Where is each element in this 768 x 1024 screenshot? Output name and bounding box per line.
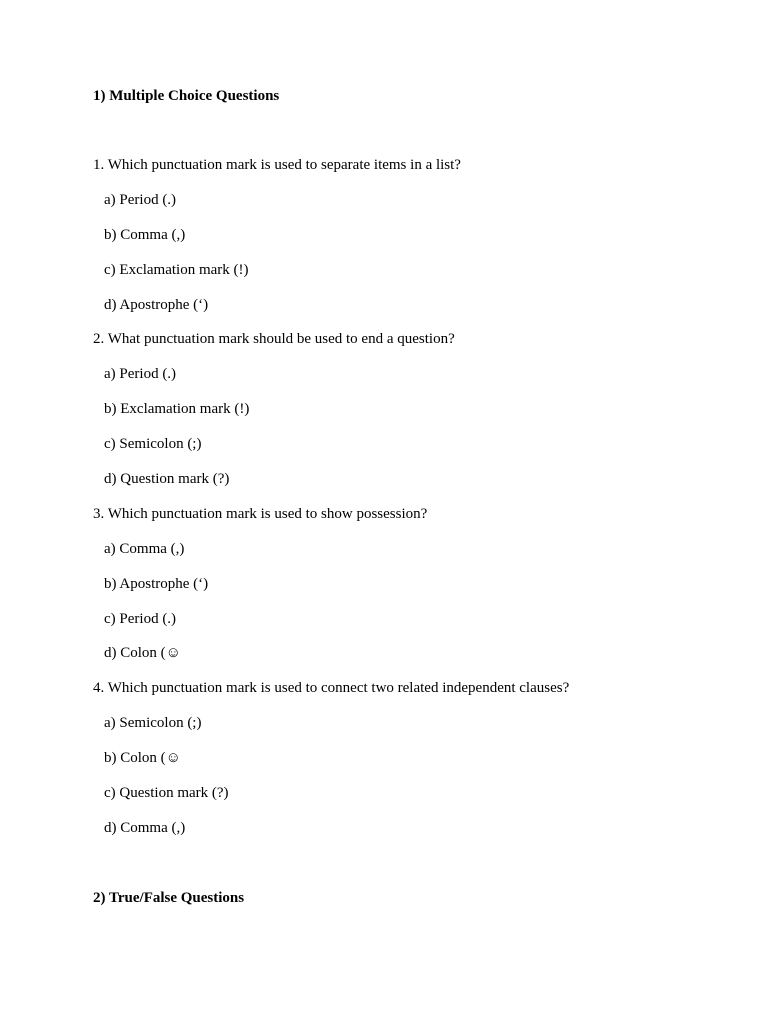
question-4-option-c: c) Question mark (?) — [104, 785, 229, 801]
question-1-option-c: c) Exclamation mark (!) — [104, 262, 249, 278]
question-4: 4. Which punctuation mark is used to connect two related independent clauses? — [93, 680, 570, 696]
question-3-option-b: b) Apostrophe (‘) — [104, 576, 209, 592]
question-3: 3. Which punctuation mark is used to show possession? — [93, 506, 428, 522]
question-1: 1. Which punctuation mark is used to separate items in a list? — [93, 157, 461, 173]
section-heading-multiple-choice: 1) Multiple Choice Questions — [93, 88, 280, 104]
question-2-option-d: d) Question mark (?) — [104, 471, 230, 487]
question-2: 2. What punctuation mark should be used to end a question? — [93, 331, 455, 347]
question-4-option-b: b) Colon (☺ — [104, 750, 181, 766]
question-2-option-a: a) Period (.) — [104, 366, 177, 382]
question-1-option-a: a) Period (.) — [104, 192, 177, 208]
question-1-option-b: b) Comma (,) — [104, 227, 186, 243]
question-2-option-b: b) Exclamation mark (!) — [104, 401, 250, 417]
question-4-option-d: d) Comma (,) — [104, 820, 186, 836]
question-3-option-d: d) Colon (☺ — [104, 645, 181, 661]
section-heading-true-false: 2) True/False Questions — [93, 890, 245, 906]
question-2-option-c: c) Semicolon (;) — [104, 436, 202, 452]
question-4-option-a: a) Semicolon (;) — [104, 715, 202, 731]
question-1-option-d: d) Apostrophe (‘) — [104, 297, 209, 313]
question-3-option-a: a) Comma (,) — [104, 541, 185, 557]
question-3-option-c: c) Period (.) — [104, 611, 177, 627]
